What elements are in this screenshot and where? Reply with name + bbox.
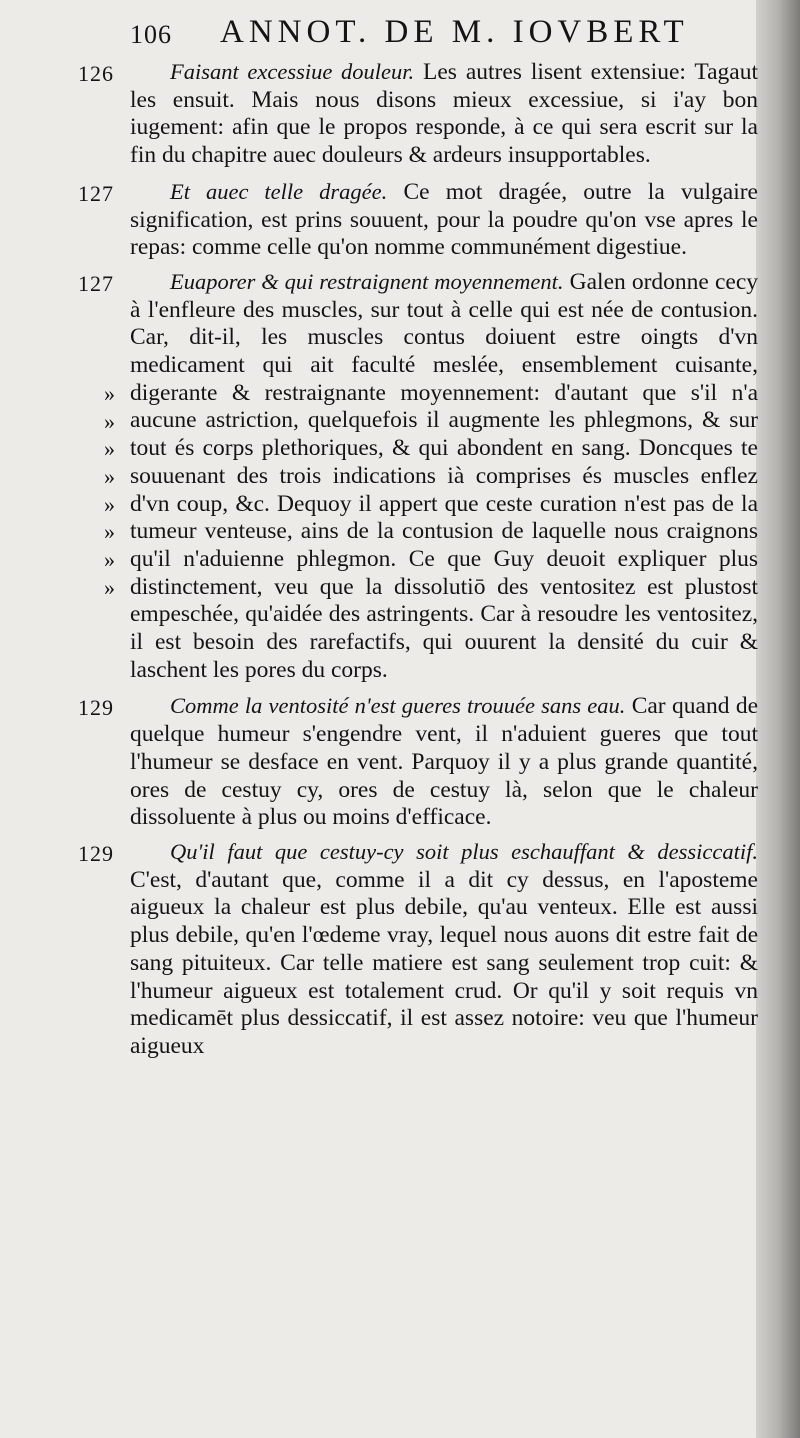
page-number: 106 [130,20,172,49]
note-number: 129 [78,695,114,721]
note-body: Ce mot dragée, outre la vulgaire signification, est prins souuent, pour la poudre qu'on vse apres le repas: comme celle qu'on nomme communément digestiue. [130,178,758,261]
page-gutter-shadow [756,0,800,1438]
note-lemma: Euaporer & qui restraignent moyennement. [170,268,564,294]
note-lemma: Faisant excessiue douleur. [170,59,415,84]
annotation-note [78,178,758,262]
note-number: 126 [78,61,114,86]
note-lemma: Qu'il faut que cestuy-cy soit plus eschauffant & dessiccatif. [170,838,758,864]
page-header [120,14,760,54]
annotation-text [78,58,758,1061]
note-body: Car quand de quelque humeur s'engendre vent, il n'aduient gueres que tout l'humeur se desface en vent. Parquoy il y a plus grande quantité, ores de cestuy cy, ores de cestuy là, selon que le chaleur dissoluente à plus ou moins d'efficace. [130,693,758,831]
note-body: C'est, d'autant que, comme il a dit cy dessus, en l'aposteme aigueux la chaleur est plus debile, qu'au venteux. Elle est aussi plus debile, qu'en l'œdeme vray, lequel nous auons dit estre fait de sang pituiteux. Car telle matiere est sang seulement trop cuit: & l'humeur aigueux est totalement crud. Or qu'il y soit requis vn medicamēt plus dessiccatif, il est assez notoire: veu que l'humeur aigueux [130,866,758,1059]
note-body: Les autres lisent extensiue: Tagaut les ensuit. Mais nous disons mieux excessiue, si i'ay bon iugement: afin que le propos responde, à ce qui sera escrit sur la fin du chapitre auec douleurs & ardeurs insupportables. [130,59,758,169]
annotation-note [78,58,758,170]
annotation-note [78,268,758,685]
annotation-note [78,838,758,1061]
note-body: Galen ordonne cecy à l'enfleure des muscles, sur tout à celle qui est née de contusion. Car, dit-il, les muscles contus doiuent estre oingts d'vn medicament qui ait faculté meslée, ensemblement cuisante, digerante & restraignante moyennement: d'autant que s'il n'a aucune astriction, quelquefois il augmente les phlegmons, & sur tout és corps plethoriques, & qui abondent en sang. Doncques te souuenant des trois indications ià comprises és muscles enflez d'vn coup, &c. Dequoy il appert que ceste curation n'est pas de la tumeur venteuse, ains de la contusion de laquelle nous craignons qu'il n'aduienne phlegmon. Ce que Guy deuoit expliquer plus distinctement, veu que la dissolutiō des ventositez est plustost empeschée, qu'aidée des astringents. Car à resoudre les ventositez, il est besoin des rarefactifs, qui ouurent la densité du cuir & laschent les pores du corps. [130,268,758,683]
note-number: 127 [78,180,114,206]
note-number: 129 [78,840,114,866]
annotation-note [78,692,758,832]
quotation-marks: » » » » » » » » [104,380,115,600]
running-title: ANNOT. DE M. IOVBERT [220,14,689,50]
note-lemma: Comme la ventosité n'est gueres trouuée sans eau. [170,693,626,719]
note-lemma: Et auec telle dragée. [170,178,388,204]
note-number: 127 [78,270,114,296]
